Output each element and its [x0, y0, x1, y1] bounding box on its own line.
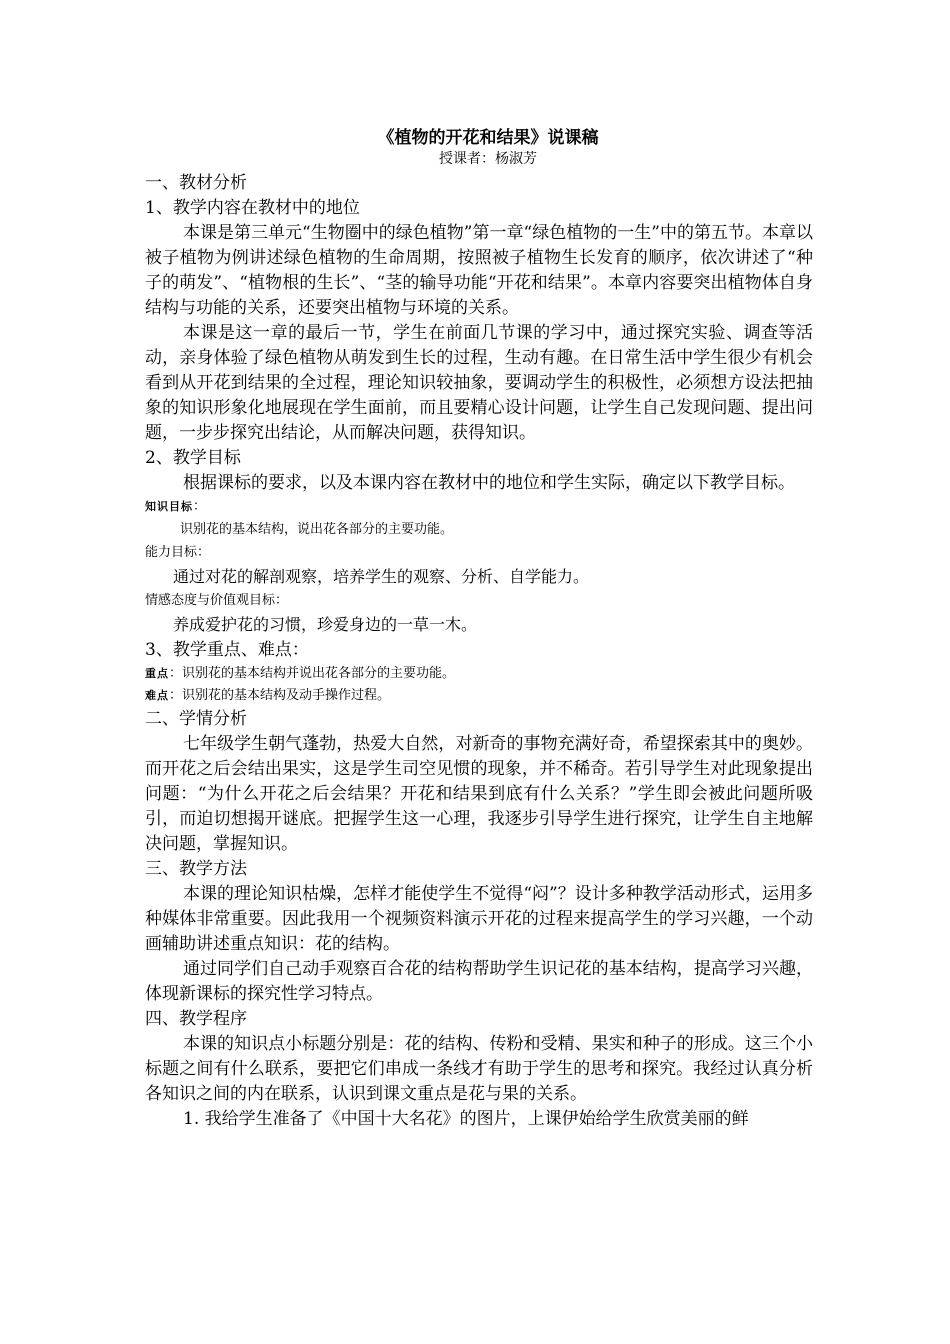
section-heading-3: 三、教学方法: [145, 859, 247, 879]
knowledge-goal-colon: ：: [193, 499, 207, 514]
key-point-text: ：识别花的基本结构并说出花各部分的主要功能。: [169, 666, 456, 681]
emotion-goal-label: 情感态度与价值观目标：: [145, 593, 289, 608]
knowledge-goal-label: 知识目标: [145, 500, 193, 513]
key-point-line: [145, 663, 813, 685]
paragraph: 1. 我给学生准备了《中国十大名花》的图片，上课伊始给学生欣赏美丽的鲜: [183, 1109, 749, 1129]
paragraph: 本课是这一章的最后一节，学生在前面几节课的学习中，通过探究实验、调查等活动，亲身体验了绿色植物从萌发到生长的过程，生动有趣。在日常生活中学生很少有机会看到从开花到结果的全过程，理论知识较抽象，要调动学生的积极性，必须想方设法把抽象的知识形象化地展现在学生面前，而且要精心设计问题，让学生自己发现问题、提出问题，一步步探究出结论，从而解决问题，获得知识。: [145, 323, 813, 443]
paragraph: 通过同学们自己动手观察百合花的结构帮助学生识记花的基本结构，提高学习兴趣，体现新课标的探究性学习特点。: [145, 959, 813, 1004]
subsection-heading-1-2: 2、教学目标: [145, 448, 241, 468]
ability-goal-text: 通过对花的解剖观察，培养学生的观察、分析、自学能力。: [173, 567, 590, 586]
subsection-heading-1-3: 3、教学重点、难点：: [145, 640, 309, 660]
document-body: [145, 127, 813, 1132]
paragraph: 本课是第三单元“生物圈中的绿色植物”第一章“绿色植物的一生”中的第五节。本章以被子植物为例讲述绿色植物的生命周期，按照被子植物生长发育的顺序，依次讲述了“种子的萌发”、“植物根的生长”、“茎的输导功能“开花和结果”。本章内容要突出植物体自身结构与功能的关系，还要突出植物与环境的关系。: [145, 223, 813, 318]
paragraph: 七年级学生朝气蓬勃，热爱大自然，对新奇的事物充满好奇，希望探索其中的奥妙。而开花之后会结出果实，这是学生司空见惯的现象，并不稀奇。若引导学生对此现象提出问题：“为什么开花之后会结果？开花和结果到底有什么关系？”学生即会被此问题所吸引，而迫切想揭开谜底。把握学生这一心理，我逐步引导学生进行探究，让学生自主地解决问题，掌握知识。: [145, 734, 813, 854]
paragraph: 本课的理论知识枯燥，怎样才能使学生不觉得“闷”？设计多种教学活动形式，运用多种媒体非常重要。因此我用一个视频资料演示开花的过程来提高学生的学习兴趣，一个动画辅助讲述重点知识：花的结构。: [145, 884, 813, 954]
section-heading-4: 四、教学程序: [145, 1009, 247, 1029]
paragraph: 本课的知识点小标题分别是：花的结构、传粉和受精、果实和种子的形成。这三个小标题之间有什么联系，要把它们串成一条线才有助于学生的思考和探究。我经过认真分析各知识之间的内在联系，认识到课文重点是花与果的关系。: [145, 1034, 813, 1104]
paragraph: 根据课标的要求，以及本课内容在教材中的地位和学生实际，确定以下教学目标。: [183, 473, 795, 493]
section-heading-1: 一、教材分析: [145, 173, 247, 193]
knowledge-goal-text: 识别花的基本结构，说出花各部分的主要功能。: [180, 522, 454, 537]
emotion-goal-text: 养成爱护花的习惯，珍爱身边的一草一木。: [173, 615, 478, 634]
section-heading-2: 二、学情分析: [145, 709, 247, 729]
difficulty-text: ：识别花的基本结构及动手操作过程。: [169, 688, 391, 703]
ability-goal-label: 能力目标：: [145, 545, 211, 560]
key-point-label: 重点: [145, 667, 169, 680]
subsection-heading-1-1: 1、教学内容在教材中的地位: [145, 198, 360, 218]
knowledge-goal-label-line: [145, 496, 813, 518]
author-line: 授课者：杨淑芳: [439, 151, 537, 167]
difficulty-line: [145, 685, 813, 707]
document-title: 《植物的开花和结果》说课稿: [377, 128, 599, 148]
difficulty-label: 难点: [145, 689, 169, 702]
